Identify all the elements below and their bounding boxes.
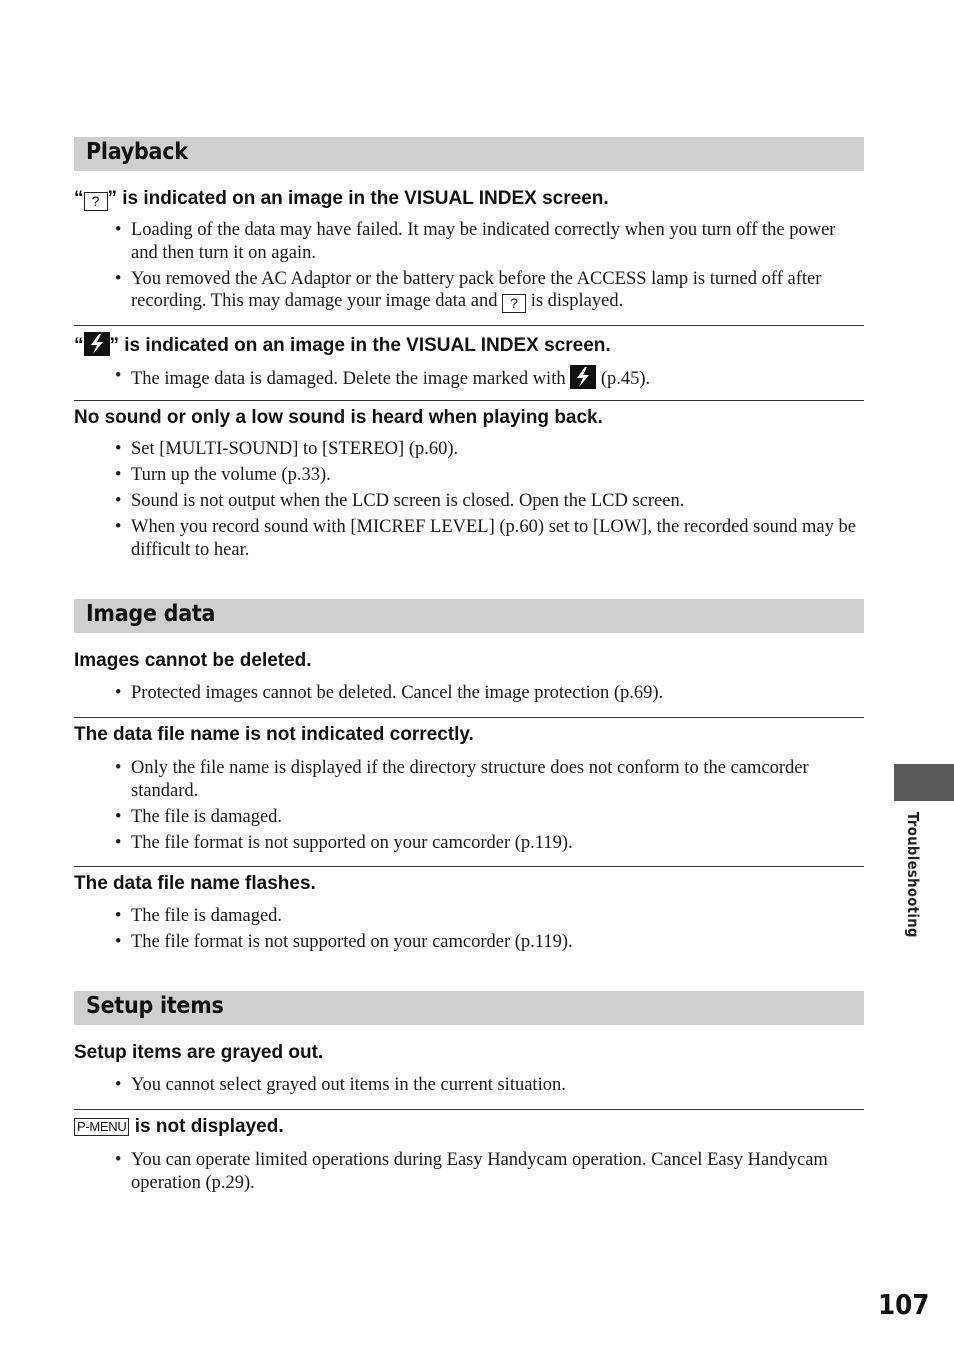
divider [74, 400, 864, 401]
page-number: 107 [878, 1288, 930, 1321]
answer-list [115, 438, 865, 565]
question-heading: The data file name is not indicated correctly. [74, 724, 474, 745]
question-heading: Images cannot be deleted. [74, 650, 312, 671]
divider [74, 717, 864, 718]
question-heading: “ ? ” is indicated on an image in the VISUAL INDEX screen. [74, 188, 609, 209]
list-item: • You removed the AC Adaptor or the battery pack before the ACCESS lamp is turned off after recording. This may damage your image data and ? is displayed. [115, 268, 865, 314]
section-title: Image data [86, 601, 216, 627]
section-title: Setup items [86, 993, 224, 1019]
list-item: • Only the file name is displayed if the directory structure does not conform to the camcorder standard. [115, 757, 865, 802]
answer-list [115, 1074, 865, 1100]
list-item: • The file format is not supported on your camcorder (p.119). [115, 832, 865, 855]
answer-list [115, 1149, 865, 1198]
chapter-tab-marker [894, 764, 954, 801]
question-heading: P-MENU is not displayed. [74, 1116, 284, 1138]
list-item: • You can operate limited operations during Easy Handycam operation. Cancel Easy Handycam operation (p.29). [115, 1149, 865, 1194]
divider [74, 325, 864, 326]
section-header-image-data [74, 599, 864, 633]
damaged-image-icon [84, 332, 110, 356]
section-header-setup-items [74, 991, 864, 1025]
list-item: • The file format is not supported on your camcorder (p.119). [115, 931, 865, 954]
section-header-playback [74, 137, 864, 171]
unknown-image-icon: ? [502, 294, 526, 313]
divider [74, 1109, 864, 1110]
answer-list [115, 682, 865, 708]
section-title: Playback [86, 139, 188, 165]
question-heading: No sound or only a low sound is heard when playing back. [74, 407, 603, 428]
list-item: • The image data is damaged. Delete the image marked with (p.45). [115, 365, 865, 391]
p-menu-icon: P-MENU [74, 1118, 129, 1136]
question-heading: The data file name flashes. [74, 873, 316, 894]
divider [74, 866, 864, 867]
list-item: • You cannot select grayed out items in the current situation. [115, 1074, 865, 1097]
list-item: • The file is damaged. [115, 806, 865, 829]
damaged-image-icon [570, 365, 596, 389]
list-item: • Loading of the data may have failed. It may be indicated correctly when you turn off the power and then turn it on again. [115, 219, 865, 264]
answer-list [115, 219, 865, 317]
list-item: • Sound is not output when the LCD screen is closed. Open the LCD screen. [115, 490, 865, 513]
list-item: • The file is damaged. [115, 905, 865, 928]
answer-list [115, 905, 865, 957]
list-item: • Protected images cannot be deleted. Cancel the image protection (p.69). [115, 682, 865, 705]
chapter-label: Troubleshooting [904, 812, 922, 938]
list-item: • Turn up the volume (p.33). [115, 464, 865, 487]
answer-list [115, 365, 865, 394]
answer-list [115, 757, 865, 858]
question-heading: Setup items are grayed out. [74, 1042, 324, 1063]
unknown-image-icon: ? [84, 192, 108, 211]
list-item: • When you record sound with [MICREF LEVEL] (p.60) set to [LOW], the recorded sound may be difficult to hear. [115, 516, 865, 561]
question-heading: “ ” is indicated on an image in the VISUAL INDEX screen. [74, 332, 611, 357]
list-item: • Set [MULTI-SOUND] to [STEREO] (p.60). [115, 438, 865, 461]
